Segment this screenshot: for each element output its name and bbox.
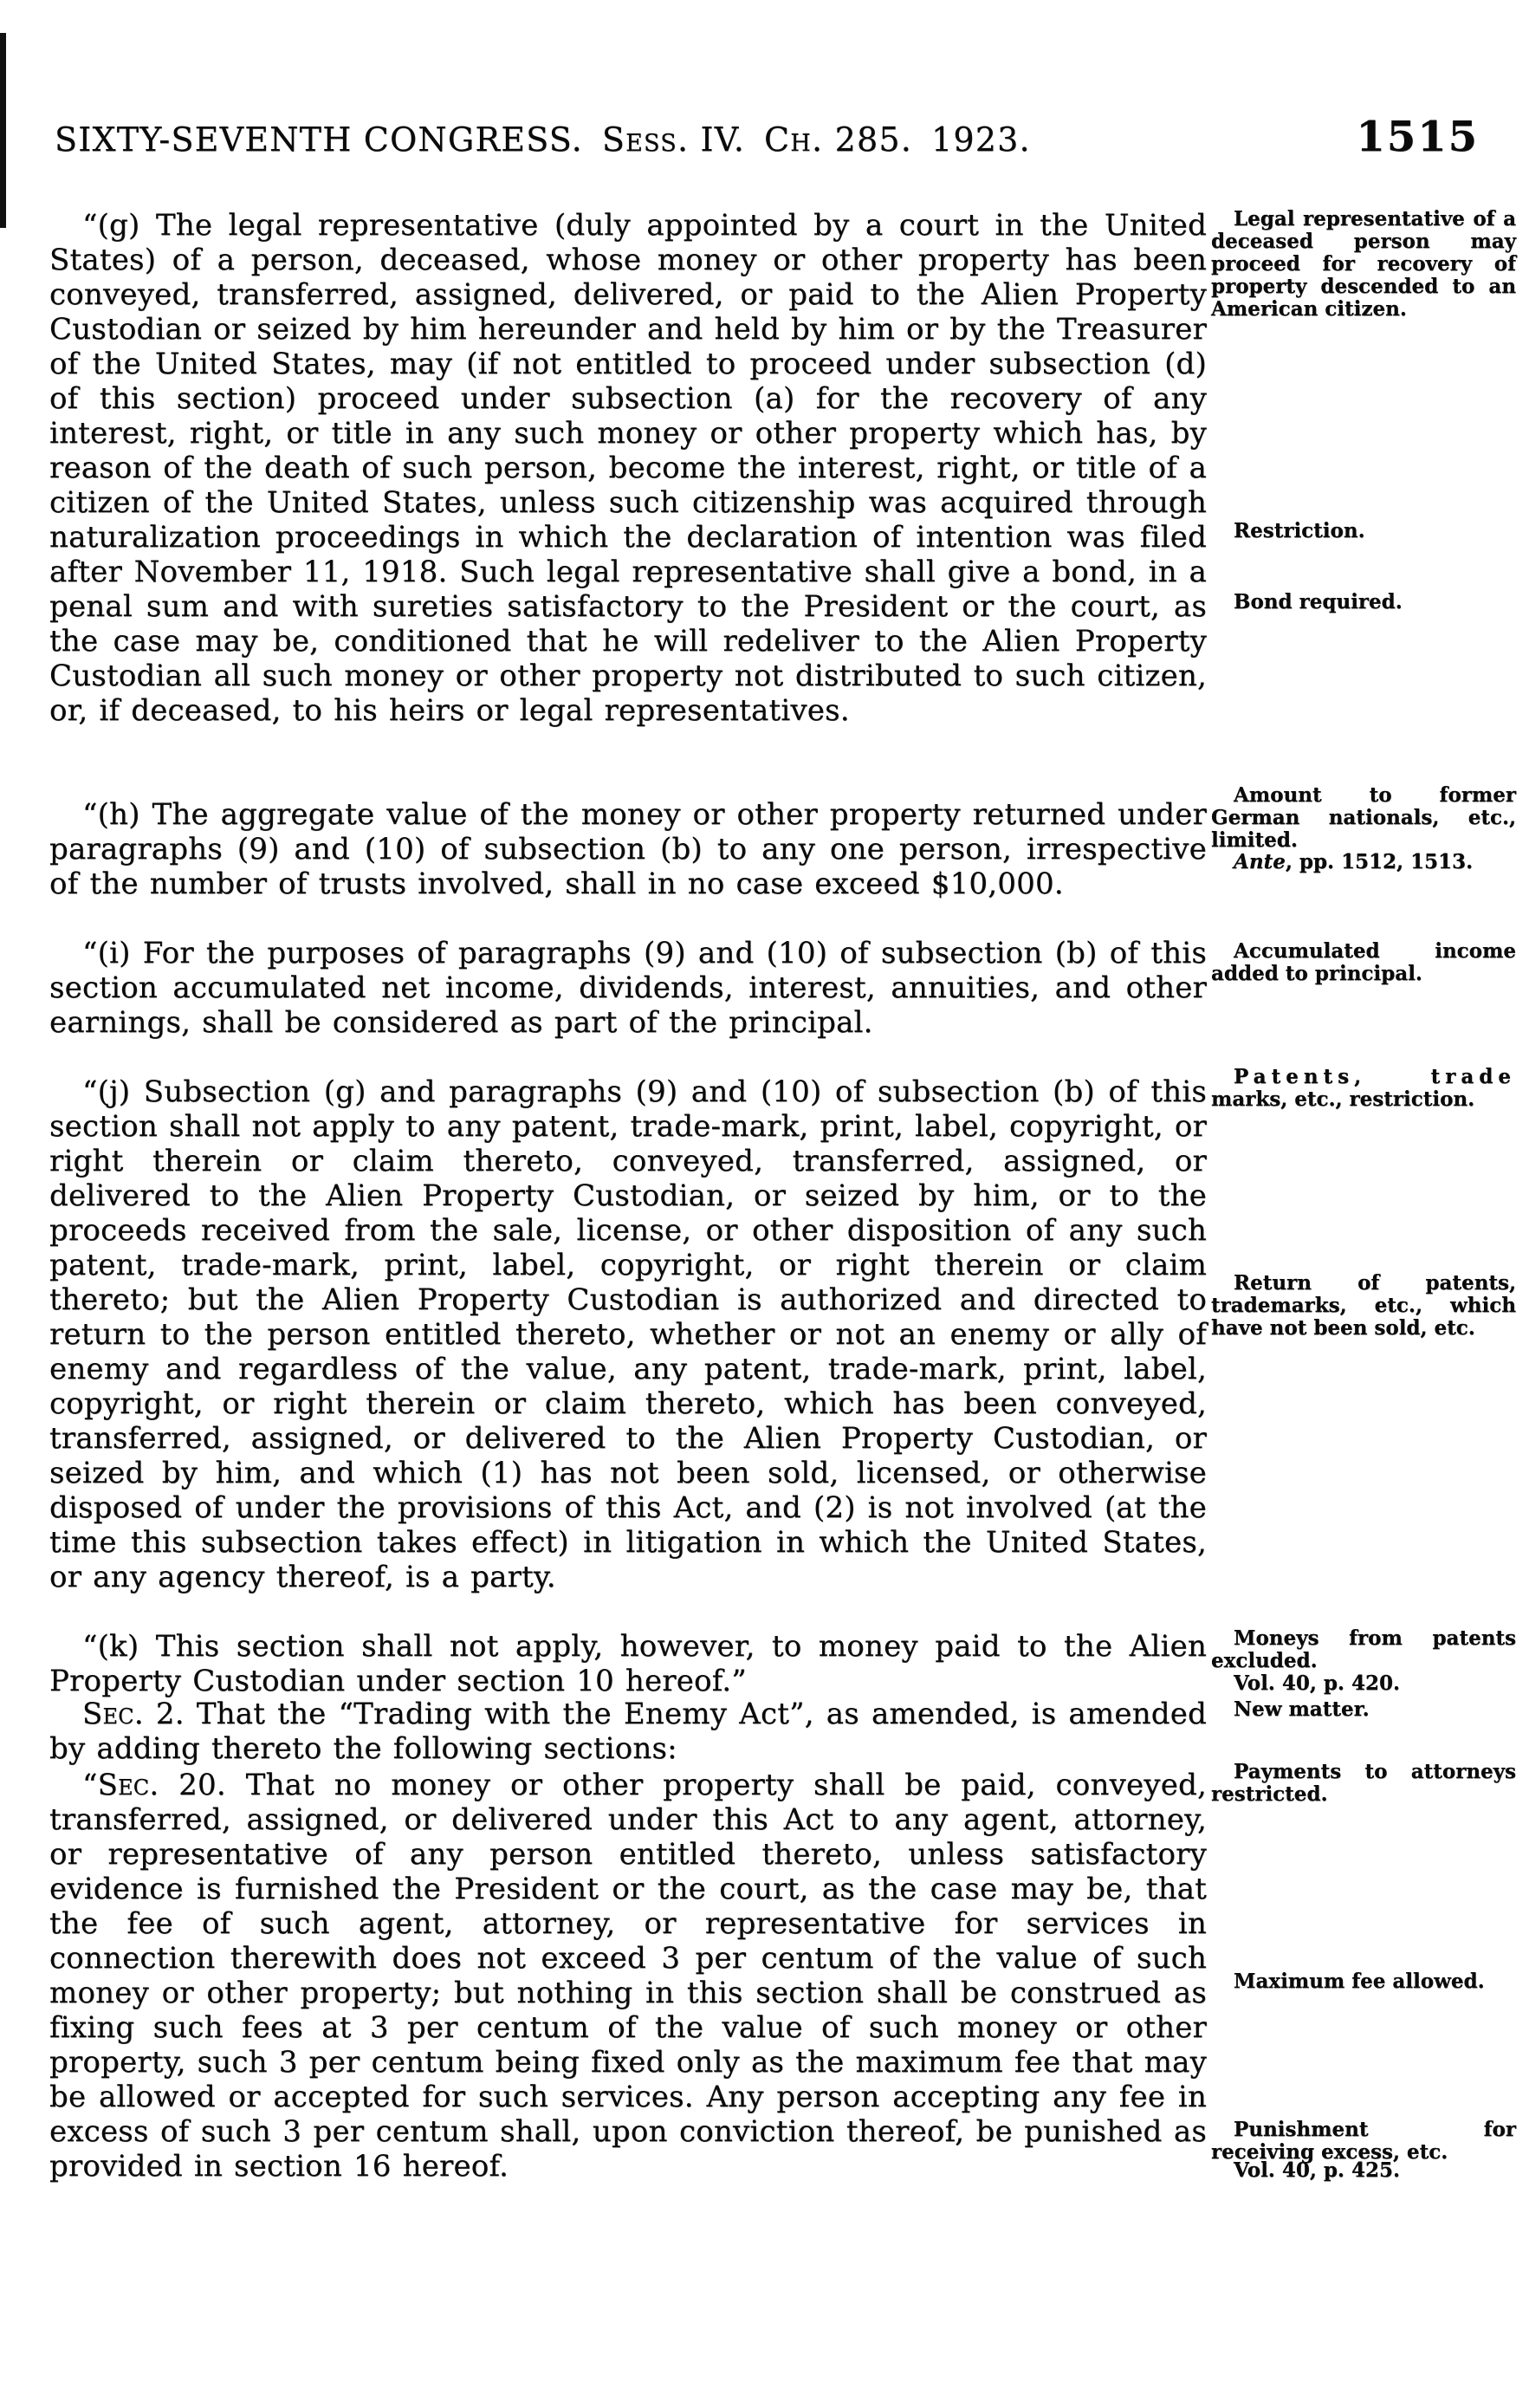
scan-edge-artifact	[0, 33, 6, 228]
header-year: 1923.	[930, 120, 1031, 159]
statute-paragraph-j	[49, 1074, 1207, 1594]
text-run: . 20. That no money or other property shall be paid, conveyed, transferred, assigned, or delivered under this Act to any agent, attorney, or representative of any person entitled thereto, unless satisfactory evidence is furnished the President or the court, as the case may be, that the fee of such agent, attorney, or representative for services in connection therewith does not exceed 3 per centum of the value of such money or other property; but nothing in this section shall be construed as fixing such fees at 3 per centum of the value of such money or other property, such 3 per centum being fixed only as the maximum fee that may be allowed or accepted for such services. Any person accepting any fee in excess of such 3 per centum shall, upon conviction thereof, be punished as provided in section 16 hereof.	[49, 1768, 1207, 2184]
text-run: Vol. 40, p. 420.	[1234, 1671, 1400, 1695]
statute-paragraph-sec2	[49, 1697, 1207, 1766]
page-number: 1515	[1356, 113, 1479, 161]
margin-note-bond-required	[1211, 591, 1516, 613]
text-run: “(k) This section shall not apply, however, to money paid to the Alien Property Custodian under section 10 hereof.”	[49, 1629, 1207, 1698]
statute-paragraph-k	[49, 1629, 1207, 1698]
text-run: Legal representative of a deceased person may proceed for recovery of property descended to an American citizen.	[1211, 207, 1516, 321]
margin-note-new-matter	[1211, 1698, 1516, 1721]
text-run: Sec	[82, 1697, 134, 1731]
text-run: Bond required.	[1234, 590, 1403, 613]
margin-note-moneys-excluded	[1211, 1627, 1516, 1672]
margin-note-maximum-fee	[1211, 1970, 1516, 1993]
text-run: “(i) For the purposes of paragraphs (9) and (10) of subsection (b) of this section accumulated net income, dividends, interest, annuities, and other earnings, shall be considered as part of the principal.	[49, 936, 1207, 1040]
margin-note-vol-40-p-425	[1211, 2159, 1516, 2182]
text-run: “(h) The aggregate value of the money or other property returned under paragraphs (9) and (10) of subsection (b) to any one person, irrespective of the number of trusts involved, shall in no case exceed $10,000.	[49, 797, 1207, 901]
statute-paragraph-h	[49, 797, 1207, 901]
statute-paragraph-i	[49, 936, 1207, 1040]
statute-paragraph-sec20	[49, 1768, 1207, 2184]
statute-paragraph-g	[49, 208, 1207, 728]
text-run: Maximum fee allowed.	[1234, 1970, 1485, 1993]
margin-note-patents-restriction	[1211, 1066, 1516, 1111]
header-session: Sess. IV.	[601, 120, 745, 159]
text-run: , pp. 1512, 1513.	[1285, 850, 1474, 873]
header-chapter: Ch. 285.	[763, 120, 912, 159]
text-run: Moneys from patents excluded.	[1211, 1626, 1516, 1672]
margin-note-accumulated-income	[1211, 940, 1516, 985]
margin-note-punishment-excess	[1211, 2119, 1516, 2164]
margin-notes-column	[1211, 0, 1516, 2408]
margin-note-amount-limited	[1211, 784, 1516, 852]
statute-text-column	[49, 0, 1207, 2408]
text-run: New matter.	[1234, 1697, 1370, 1721]
text-run: Ante	[1234, 850, 1286, 873]
text-run: marks, etc., restriction.	[1211, 1087, 1475, 1111]
text-run: Vol. 40, p. 425.	[1234, 2158, 1400, 2182]
margin-note-payments-restricted	[1211, 1761, 1516, 1806]
margin-note-restriction	[1211, 520, 1516, 542]
header-congress: SIXTY-SEVENTH CONGRESS.	[55, 120, 583, 159]
text-run: Amount to former German nationals, etc., limited.	[1211, 783, 1516, 852]
text-run: Payments to attorneys restricted.	[1211, 1760, 1516, 1806]
text-run: Sec	[97, 1768, 150, 1802]
text-run: Accumulated income added to principal.	[1211, 939, 1516, 985]
text-run: Patents, trade	[1234, 1065, 1516, 1088]
text-run: Return of patents, trademarks, etc., which have not been sold, etc.	[1211, 1271, 1516, 1340]
text-run: . 2. That the “Trading with the Enemy Act”, as amended, is amended by adding thereto the following sections:	[49, 1697, 1207, 1766]
text-run: “(g) The legal representative (duly appointed by a court in the United States) of a person, deceased, whose money or other property has been conveyed, transferred, assigned, delivered, or paid to the Alien Property Custodian or seized by him hereunder and held by him or by the Treasurer of the United States, may (if not entitled to proceed under subsection (d) of this section) proceed under subsection (a) for the recovery of any interest, right, or title in any such money or other property which has, by reason of the death of such person, become the interest, right, or title of a citizen of the United States, unless such citizenship was acquired through naturalization proceedings in which the declaration of intention was filed after November 11, 1918. Such legal representative shall give a bond, in a penal sum and with sureties satisfactory to the President or the court, as the case may be, conditioned that he will redeliver to the Alien Property Custodian all such money or other property not distributed to such citizen, or, if deceased, to his heirs or legal representatives.	[49, 208, 1207, 728]
margin-note-legal-representative	[1211, 208, 1516, 321]
text-run: Punishment for receiving excess, etc.	[1211, 2118, 1516, 2164]
margin-note-return-of-patents	[1211, 1272, 1516, 1340]
text-run: Restriction.	[1234, 519, 1365, 542]
text-run: “(j) Subsection (g) and paragraphs (9) and (10) of subsection (b) of this section shall not apply to any patent, trade-mark, print, label, copyright, or right therein or claim thereto, conveyed, transferred, assigned, or delivered to the Alien Property Custodian, or seized by him, or to the proceeds received from the sale, license, or other disposition of any such patent, trade-mark, print, label, copyright, or right therein or claim thereto; but the Alien Property Custodian is authorized and directed to return to the person entitled thereto, whether or not an enemy or ally of enemy and regardless of the value, any patent, trade-mark, print, label, copyright, or right therein or claim thereto, which has been conveyed, transferred, assigned, or delivered to the Alien Property Custodian, or seized by him, and which (1) has not been sold, licensed, or otherwise disposed of under the provisions of this Act, and (2) is not involved (at the time this subsection takes effect) in litigation in which the United States, or any agency thereof, is a party.	[49, 1074, 1207, 1594]
text-run: “	[82, 1768, 98, 1802]
margin-note-vol-40-p-420	[1211, 1672, 1516, 1695]
margin-note-ante-ref	[1211, 851, 1516, 873]
